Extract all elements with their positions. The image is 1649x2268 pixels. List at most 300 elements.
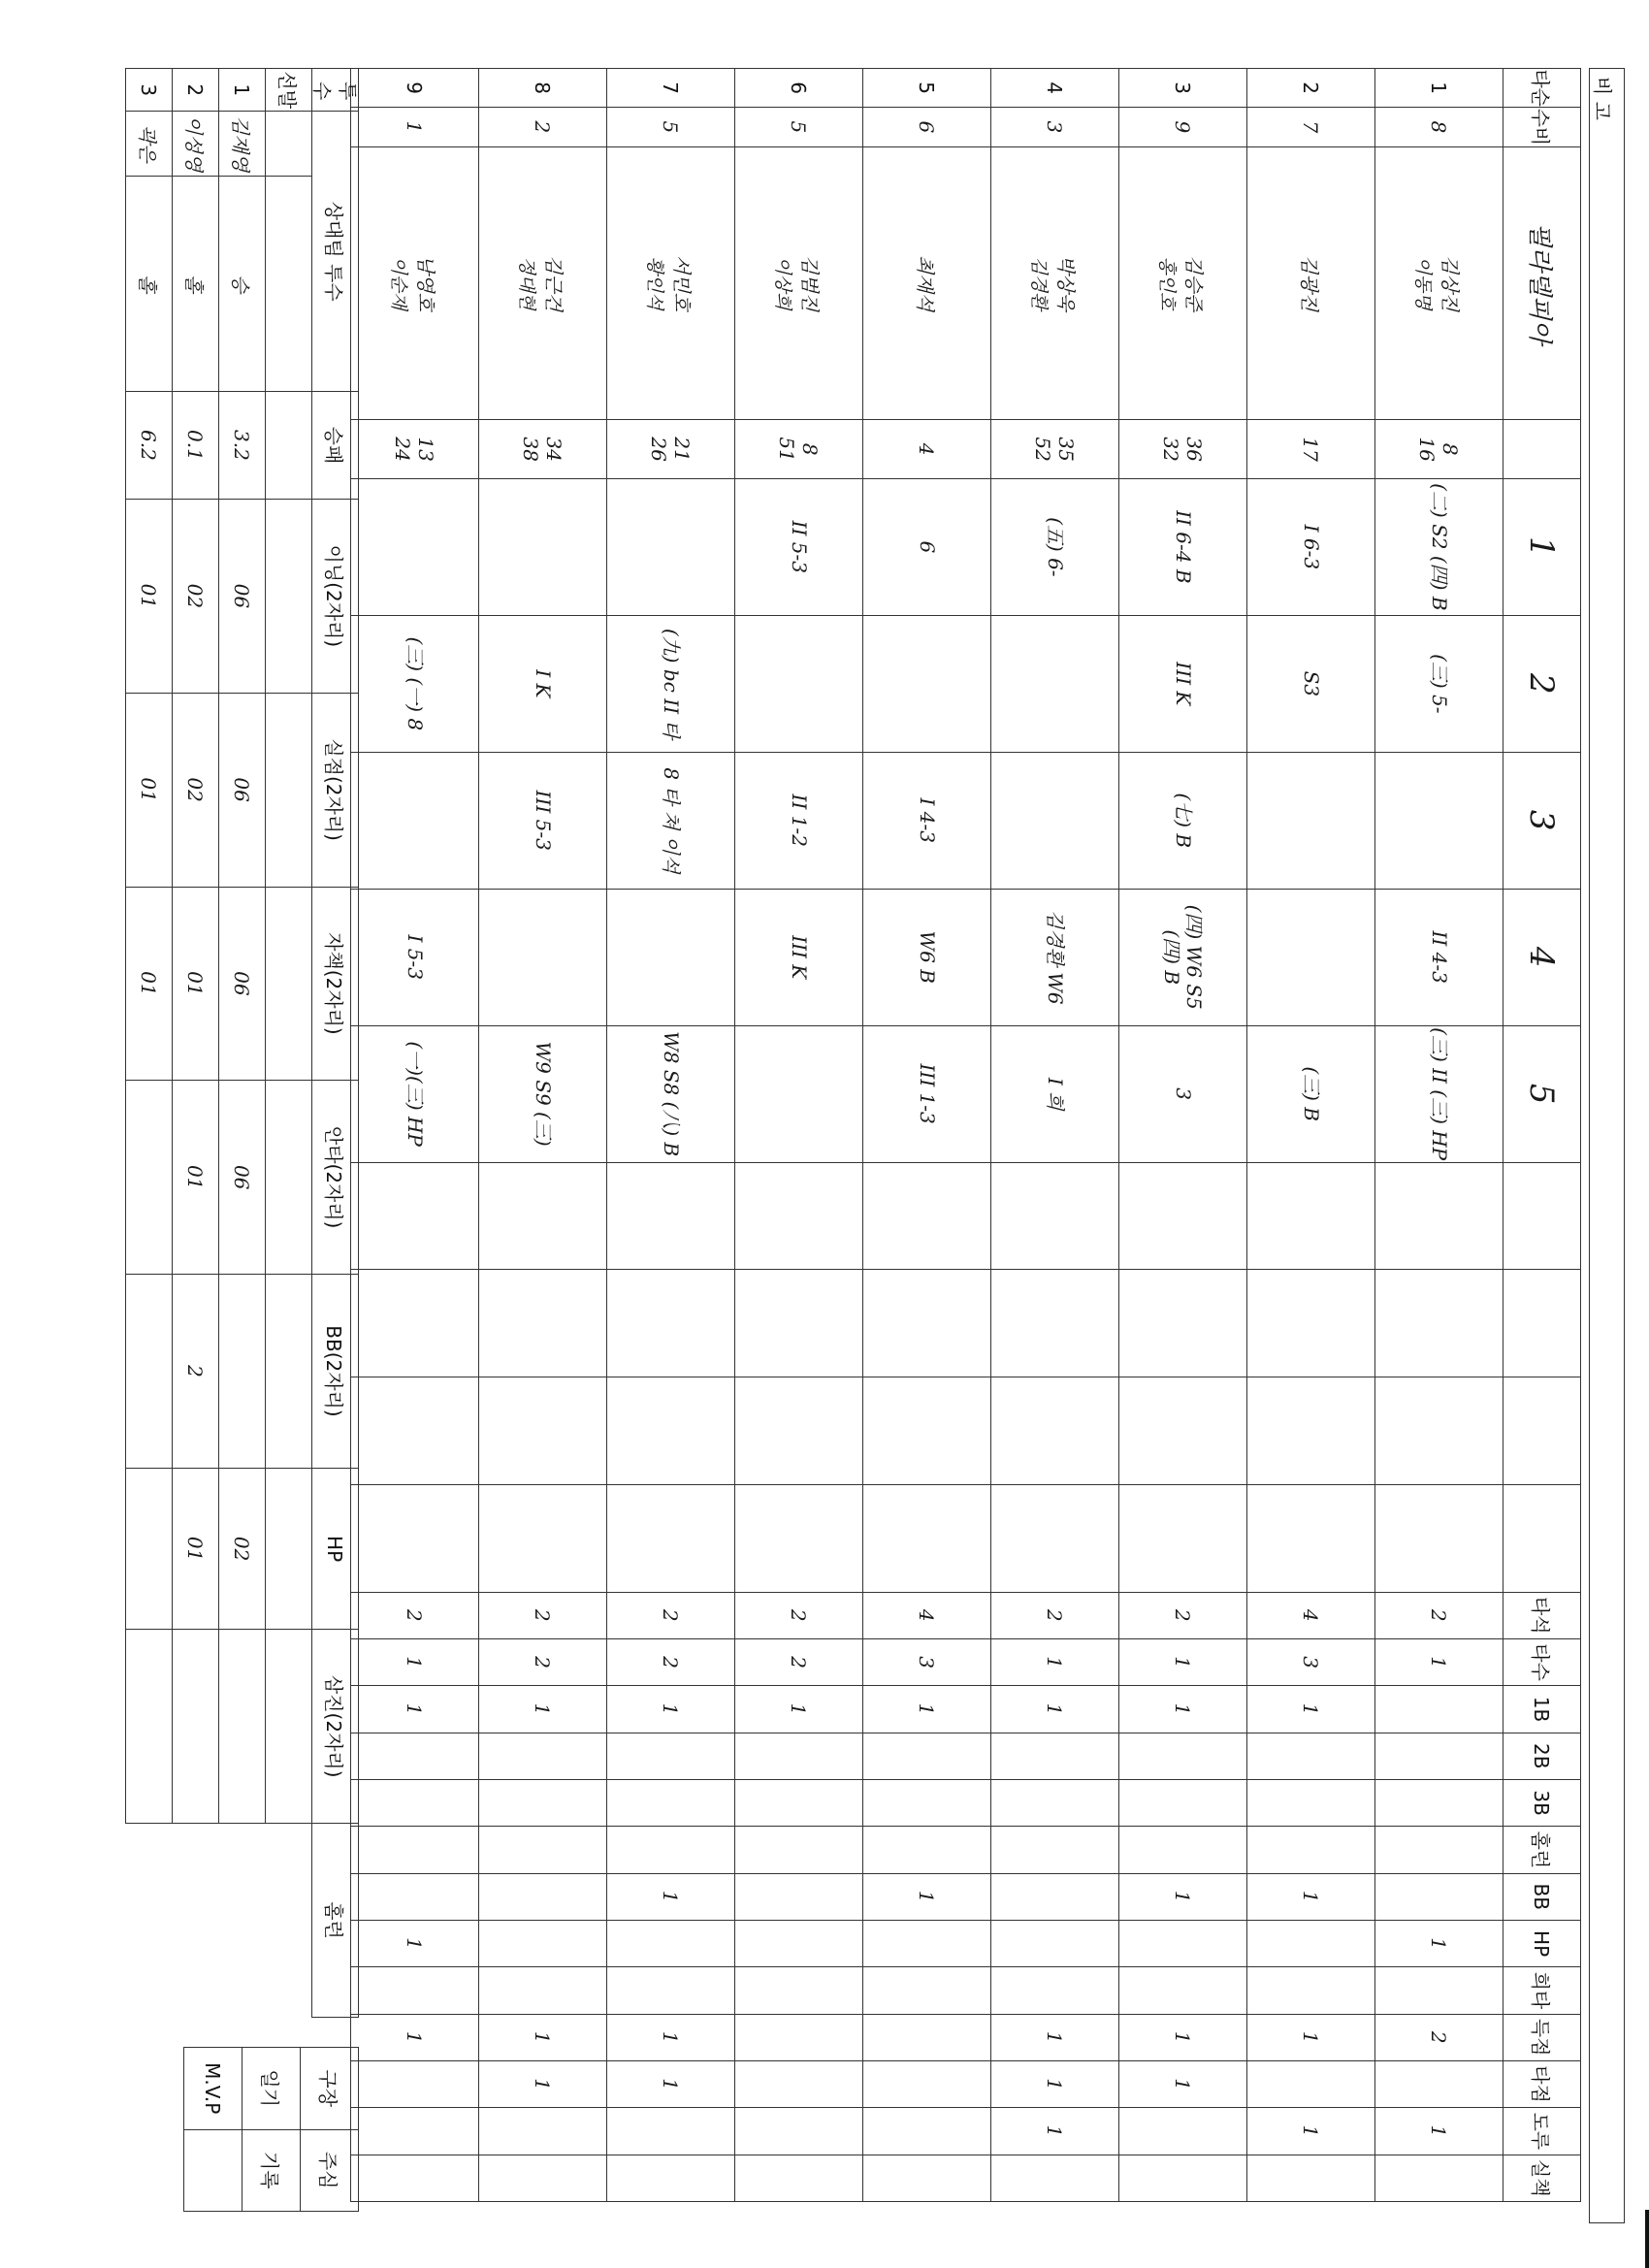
empty-inning-cell	[735, 1377, 863, 1485]
stat-header: 3B	[1504, 1779, 1581, 1826]
inning-5-cell: (三) II (三) HP	[1375, 1025, 1504, 1162]
player-name: 남영호	[414, 255, 438, 311]
pitch-stat-cell: 3.2	[219, 391, 266, 499]
inning-3-cell	[991, 752, 1119, 889]
pitch-stat-cell	[266, 391, 312, 499]
inning-1-header: 1	[1504, 478, 1581, 615]
pitch-stat-cell	[266, 1081, 312, 1275]
substitute-name: 김경환	[1028, 256, 1051, 310]
batter-row	[1247, 69, 1375, 2202]
stat-cell: 1	[351, 1686, 479, 1733]
stat-cell: 1	[1375, 2108, 1504, 2155]
empty-inning-cell	[607, 1162, 735, 1270]
inning-2-cell: (三) (一) 8	[351, 615, 479, 752]
inning-5-cell	[735, 1025, 863, 1162]
inning-5-cell: (一)(三) HP	[351, 1025, 479, 1162]
stat-cell	[1247, 1967, 1375, 2014]
pitch-stat-cell: 01	[126, 693, 173, 887]
pitch-stat-cell: 2	[173, 1275, 219, 1469]
order-header: 타순	[1504, 69, 1581, 108]
inning-3-cell	[1375, 752, 1504, 889]
pitch-stat-cell	[266, 887, 312, 1081]
pitcher-side-label: 투 수	[312, 69, 359, 112]
stat-cell	[1375, 1827, 1504, 1873]
position: 5	[735, 108, 863, 146]
position: 6	[863, 108, 991, 146]
inning-4-cell: III K	[735, 889, 863, 1025]
stat-cell	[479, 1827, 607, 1873]
stat-cell: 2	[607, 1638, 735, 1685]
inning-1-cell	[479, 478, 607, 615]
pitch-header: 실점(2자리)	[312, 693, 359, 887]
pitch-stat-cell	[266, 1468, 312, 1629]
pitch-stat-cell: 6.2	[126, 391, 173, 499]
stat-cell: 1	[1247, 1873, 1375, 1920]
empty-inning-cell	[1119, 1162, 1247, 1270]
pitch-stat-cell: 02	[173, 499, 219, 693]
stat-cell	[863, 2014, 991, 2060]
stat-cell	[351, 1967, 479, 2014]
stat-header: 타수	[1504, 1638, 1581, 1685]
stat-cell: 4	[863, 1592, 991, 1638]
stat-cell	[351, 2155, 479, 2201]
uniform-number-cell	[1247, 420, 1375, 478]
inning-1-cell: 6	[863, 478, 991, 615]
uniform-number: 21	[670, 437, 695, 462]
pitch-stat-cell: 06	[219, 1081, 266, 1275]
uniform-number-cell	[351, 420, 479, 478]
stat-cell	[735, 2155, 863, 2201]
stat-cell	[1247, 1827, 1375, 1873]
stat-header: HP	[1504, 1920, 1581, 1966]
stat-header: 타석	[1504, 1592, 1581, 1638]
substitute-name: 이순재	[388, 256, 410, 310]
inning-3-cell	[1247, 752, 1375, 889]
inning-1-cell: II 6-4 B	[1119, 478, 1247, 615]
pitch-stat-cell	[219, 1275, 266, 1469]
uniform-number: 13	[414, 437, 438, 462]
position: 8	[1375, 108, 1504, 146]
stat-cell	[991, 1967, 1119, 2014]
empty-inning-cell	[1247, 1270, 1375, 1377]
empty-inning-cell	[351, 1377, 479, 1485]
inning-4-cell: (四) W6 S5 (四) B	[1119, 889, 1247, 1025]
stat-cell	[607, 1827, 735, 1873]
pitcher-row	[126, 69, 173, 2018]
stat-cell	[479, 1873, 607, 1920]
empty-inning-cell	[1375, 1162, 1504, 1270]
stat-cell	[1375, 1967, 1504, 2014]
batter-row	[1119, 69, 1247, 2202]
empty-inning-cell	[479, 1270, 607, 1377]
player-name-cell	[1247, 146, 1375, 420]
stat-cell	[863, 1920, 991, 1966]
empty-inning-cell	[1375, 1484, 1504, 1592]
stat-cell	[863, 1967, 991, 2014]
stat-cell: 1	[991, 2108, 1119, 2155]
stat-cell: 1	[1247, 2108, 1375, 2155]
stat-cell: 1	[1119, 1686, 1247, 1733]
stat-cell: 1	[607, 1686, 735, 1733]
player-name-cell	[991, 146, 1119, 420]
empty-inning-cell	[735, 1484, 863, 1592]
pitch-header: HP	[312, 1468, 359, 1629]
stat-cell	[351, 1827, 479, 1873]
inning-2-cell: (三) 5-	[1375, 615, 1504, 752]
inning-3-cell: III 5-3	[479, 752, 607, 889]
batting-order: 3	[1119, 69, 1247, 108]
stat-cell: 1	[991, 2060, 1119, 2107]
inning-4-cell	[1247, 889, 1375, 1025]
empty-inning-cell	[991, 1484, 1119, 1592]
empty-inning-cell	[735, 1162, 863, 1270]
batting-order: 9	[351, 69, 479, 108]
pitch-header: 안타(2자리)	[312, 1081, 359, 1275]
pitcher-name: 김재영	[219, 112, 266, 177]
empty-inning-cell	[863, 1484, 991, 1592]
inning-2-header: 2	[1504, 615, 1581, 752]
stat-cell	[479, 1967, 607, 2014]
stat-cell: 2	[479, 1638, 607, 1685]
stat-cell	[991, 1779, 1119, 1826]
pitch-stat-cell: 01	[173, 1468, 219, 1629]
stat-cell	[1119, 1827, 1247, 1873]
stat-cell	[1375, 2155, 1504, 2201]
batter-row	[479, 69, 607, 2202]
stat-cell	[351, 2060, 479, 2107]
stat-cell: 1	[863, 1873, 991, 1920]
stat-cell: 2	[991, 1592, 1119, 1638]
stat-cell	[479, 2155, 607, 2201]
position: 9	[1119, 108, 1247, 146]
pitch-stat-cell	[173, 1630, 219, 1824]
stat-cell: 1	[351, 1638, 479, 1685]
pitch-stat-cell: 홀	[126, 176, 173, 391]
stat-cell	[351, 1873, 479, 1920]
inning-4-cell	[479, 889, 607, 1025]
empty-inning-cell	[1247, 1162, 1375, 1270]
stat-cell	[863, 2060, 991, 2107]
stat-cell	[863, 1733, 991, 1779]
inning-5-cell: 3	[1119, 1025, 1247, 1162]
player-name: 박상욱	[1054, 255, 1079, 311]
batter-row	[351, 69, 479, 2202]
inning-2-cell	[863, 615, 991, 752]
uniform-number-cell	[1119, 420, 1247, 478]
inning-2-cell	[735, 615, 863, 752]
player-name: 김광진	[1298, 255, 1321, 311]
pitcher-row	[173, 69, 219, 2018]
substitute-number: 24	[391, 437, 415, 462]
stat-cell: 1	[1375, 1638, 1504, 1685]
uniform-number: 4	[915, 442, 939, 456]
stat-header: 실책	[1504, 2155, 1581, 2201]
empty-inning-cell	[479, 1162, 607, 1270]
stat-cell: 2	[1375, 1592, 1504, 1638]
inning-1-cell: (五) 6-	[991, 478, 1119, 615]
substitute-number: 38	[519, 437, 543, 462]
stat-header: 홈런	[1504, 1827, 1581, 1873]
stat-cell	[351, 1779, 479, 1826]
empty-inning-cell	[735, 1270, 863, 1377]
empty-inning-cell	[1119, 1484, 1247, 1592]
inning-5-cell: I 희	[991, 1025, 1119, 1162]
inning-5-cell: W8 S8 (八) B	[607, 1025, 735, 1162]
batting-order: 7	[607, 69, 735, 108]
uniform-number-cell	[735, 420, 863, 478]
stat-cell: 1	[607, 2060, 735, 2107]
empty-inning-cell	[1247, 1377, 1375, 1485]
inning-2-cell: I K	[479, 615, 607, 752]
stat-cell: 1	[1119, 2060, 1247, 2107]
stat-header: 2B	[1504, 1733, 1581, 1779]
stat-cell: 1	[607, 1873, 735, 1920]
stat-cell	[1119, 1920, 1247, 1966]
stat-cell	[1247, 1779, 1375, 1826]
position: 5	[607, 108, 735, 146]
substitute-name: 이동명	[1412, 256, 1435, 310]
batter-row	[991, 69, 1119, 2202]
player-name-cell	[351, 146, 479, 420]
inning-3-header: 3	[1504, 752, 1581, 889]
uniform-number: 17	[1299, 437, 1323, 462]
inning-2-cell	[991, 615, 1119, 752]
position: 1	[351, 108, 479, 146]
position: 7	[1247, 108, 1375, 146]
stat-cell: 1	[1119, 2014, 1247, 2060]
stat-cell: 2	[1119, 1592, 1247, 1638]
stat-cell: 1	[479, 2014, 607, 2060]
pitch-stat-cell: 01	[173, 1081, 219, 1275]
pitch-stat-cell: 01	[126, 499, 173, 693]
stat-cell	[607, 2155, 735, 2201]
pitch-stat-cell: 홀	[173, 176, 219, 391]
stat-header: 1B	[1504, 1686, 1581, 1733]
inning-1-cell: II 5-3	[735, 478, 863, 615]
stat-cell	[735, 1920, 863, 1966]
inning-4-cell: W6 B	[863, 889, 991, 1025]
stat-cell	[735, 1827, 863, 1873]
player-name: 김근건	[542, 255, 566, 311]
player-name: 서민호	[670, 255, 695, 311]
pitcher-name: 곽은	[126, 112, 173, 177]
stat-cell: 1	[351, 1920, 479, 1966]
empty-inning-cell	[863, 1377, 991, 1485]
inning-4-header: 4	[1504, 889, 1581, 1025]
empty-inning-cell	[1375, 1270, 1504, 1377]
uniform-number-cell	[607, 420, 735, 478]
batting-order: 6	[735, 69, 863, 108]
inning-5-cell: III 1-3	[863, 1025, 991, 1162]
batting-order: 2	[1247, 69, 1375, 108]
stat-cell	[863, 1779, 991, 1826]
pitch-stat-cell	[266, 1630, 312, 1824]
stat-cell	[991, 1920, 1119, 1966]
stat-cell	[607, 1779, 735, 1826]
pitch-header: BB(2자리)	[312, 1275, 359, 1469]
stat-cell	[1119, 1779, 1247, 1826]
stat-cell	[1247, 2155, 1375, 2201]
stat-cell	[1247, 1733, 1375, 1779]
uniform-number-cell	[863, 420, 991, 478]
uniform-number: 8	[1439, 442, 1463, 456]
stat-cell: 1	[607, 2014, 735, 2060]
stat-cell	[1375, 1779, 1504, 1826]
inning-4-cell: 김경환 W6	[991, 889, 1119, 1025]
pitch-stat-cell	[126, 1630, 173, 1824]
position-header: 수비	[1504, 108, 1581, 146]
stat-cell: 1	[991, 2014, 1119, 2060]
inning-2-cell: III K	[1119, 615, 1247, 752]
stat-cell: 1	[1247, 2014, 1375, 2060]
stat-cell	[863, 2108, 991, 2155]
substitute-number: 52	[1031, 437, 1055, 462]
stat-cell	[1375, 1733, 1504, 1779]
inning-4-cell	[607, 889, 735, 1025]
inning-3-cell	[351, 752, 479, 889]
uniform-number: 35	[1054, 437, 1079, 462]
position: 2	[479, 108, 607, 146]
stat-cell	[863, 2155, 991, 2201]
stat-cell	[735, 1873, 863, 1920]
stat-cell	[607, 1920, 735, 1966]
player-name-cell	[1119, 146, 1247, 420]
inning-1-cell	[607, 478, 735, 615]
pitcher-slot: 1	[219, 69, 266, 112]
uniform-number: 34	[542, 437, 566, 462]
empty-inning-cell	[863, 1162, 991, 1270]
batter-row	[607, 69, 735, 2202]
stat-cell: 1	[991, 1686, 1119, 1733]
stat-cell: 1	[479, 2060, 607, 2107]
player-name-cell	[607, 146, 735, 420]
stat-cell: 2	[1375, 2014, 1504, 2060]
stat-header: 도루	[1504, 2108, 1581, 2155]
pitch-stat-cell: 02	[219, 1468, 266, 1629]
stat-cell	[863, 1827, 991, 1873]
stat-cell	[351, 2108, 479, 2155]
team-name: 필라델피아	[1504, 146, 1581, 420]
substitute-name: 황인석	[644, 256, 666, 310]
player-name-cell	[1375, 146, 1504, 420]
stat-cell	[735, 1733, 863, 1779]
empty-inning-cell	[479, 1377, 607, 1485]
stat-cell: 3	[863, 1638, 991, 1685]
inning-1-cell	[351, 478, 479, 615]
player-name: 최재석	[914, 255, 937, 311]
stat-cell	[479, 1779, 607, 1826]
stat-cell	[1375, 2060, 1504, 2107]
batting-order: 5	[863, 69, 991, 108]
empty-inning-cell	[863, 1270, 991, 1377]
inning-3-cell: 8 타 쳐 이석	[607, 752, 735, 889]
stat-cell: 2	[607, 1592, 735, 1638]
stat-cell	[479, 2108, 607, 2155]
pitcher-slot: 선발	[266, 69, 312, 112]
stat-header: 득점	[1504, 2014, 1581, 2060]
player-name-cell	[735, 146, 863, 420]
player-name: 김범진	[798, 255, 823, 311]
substitute-name: 정대현	[516, 256, 538, 310]
uniform-number: 8	[798, 442, 823, 456]
umpire-label: 주심	[301, 2129, 359, 2212]
inning-3-cell: (七) B	[1119, 752, 1247, 889]
stat-cell: 1	[991, 1638, 1119, 1685]
substitute-number: 51	[775, 437, 799, 462]
pitcher-slot: 2	[173, 69, 219, 112]
empty-inning-cell	[351, 1270, 479, 1377]
pitch-header: 삼진(2자리)	[312, 1630, 359, 1824]
inning-5-header: 5	[1504, 1025, 1581, 1162]
substitute-name: 이상희	[772, 256, 794, 310]
pitch-stat-cell: 06	[219, 693, 266, 887]
player-name: 김상진	[1439, 255, 1463, 311]
pitch-stat-cell: 0.1	[173, 391, 219, 499]
pitching-table	[125, 68, 359, 2018]
stat-cell: 1	[863, 1686, 991, 1733]
mvp-label: M.V.P	[184, 2048, 242, 2130]
pitch-header: 자책(2자리)	[312, 887, 359, 1081]
stat-cell: 1	[735, 1686, 863, 1733]
empty-inning-cell	[607, 1270, 735, 1377]
inning-4-cell: II 4-3	[1375, 889, 1504, 1025]
stat-cell	[479, 1920, 607, 1966]
batting-order: 1	[1375, 69, 1504, 108]
empty-inning-cell	[991, 1377, 1119, 1485]
stat-cell: 2	[735, 1638, 863, 1685]
empty-inning-cell	[991, 1162, 1119, 1270]
stat-cell: 4	[1247, 1592, 1375, 1638]
stat-cell	[351, 1733, 479, 1779]
pitch-stat-cell: 01	[126, 887, 173, 1081]
player-name-cell	[863, 146, 991, 420]
position: 3	[991, 108, 1119, 146]
batting-order: 8	[479, 69, 607, 108]
stat-header: 타점	[1504, 2060, 1581, 2107]
stat-cell: 2	[351, 1592, 479, 1638]
pitch-stat-cell	[266, 499, 312, 693]
inning-2-cell: S3	[1247, 615, 1375, 752]
pitch-header: 이닝(2자리)	[312, 499, 359, 693]
empty-inning-cell	[351, 1162, 479, 1270]
pitcher-slot: 3	[126, 69, 173, 112]
stat-cell	[735, 1779, 863, 1826]
batting-order: 4	[991, 69, 1119, 108]
pitch-stat-cell: 승	[219, 176, 266, 391]
stat-cell	[1375, 1686, 1504, 1733]
stat-cell: 1	[351, 2014, 479, 2060]
stat-cell	[991, 1873, 1119, 1920]
record-label: 기록	[242, 2129, 301, 2212]
pitcher-row	[219, 69, 266, 2018]
stat-cell	[1119, 1967, 1247, 2014]
stat-cell: 1	[479, 1686, 607, 1733]
stat-cell	[735, 2108, 863, 2155]
pitch-stat-cell: 02	[173, 693, 219, 887]
substitute-number: 16	[1415, 437, 1439, 462]
stat-cell	[735, 2060, 863, 2107]
remarks-box	[1589, 68, 1625, 2223]
pitch-stat-cell: 06	[219, 887, 266, 1081]
inning-5-cell: W9 S9 (三)	[479, 1025, 607, 1162]
stat-cell	[991, 1733, 1119, 1779]
pitcher-row	[266, 69, 312, 2018]
stat-cell	[479, 1733, 607, 1779]
pitcher-name	[266, 112, 312, 177]
game-info-table	[183, 2047, 359, 2212]
stat-cell: 2	[479, 1592, 607, 1638]
substitute-number: 32	[1159, 437, 1183, 462]
